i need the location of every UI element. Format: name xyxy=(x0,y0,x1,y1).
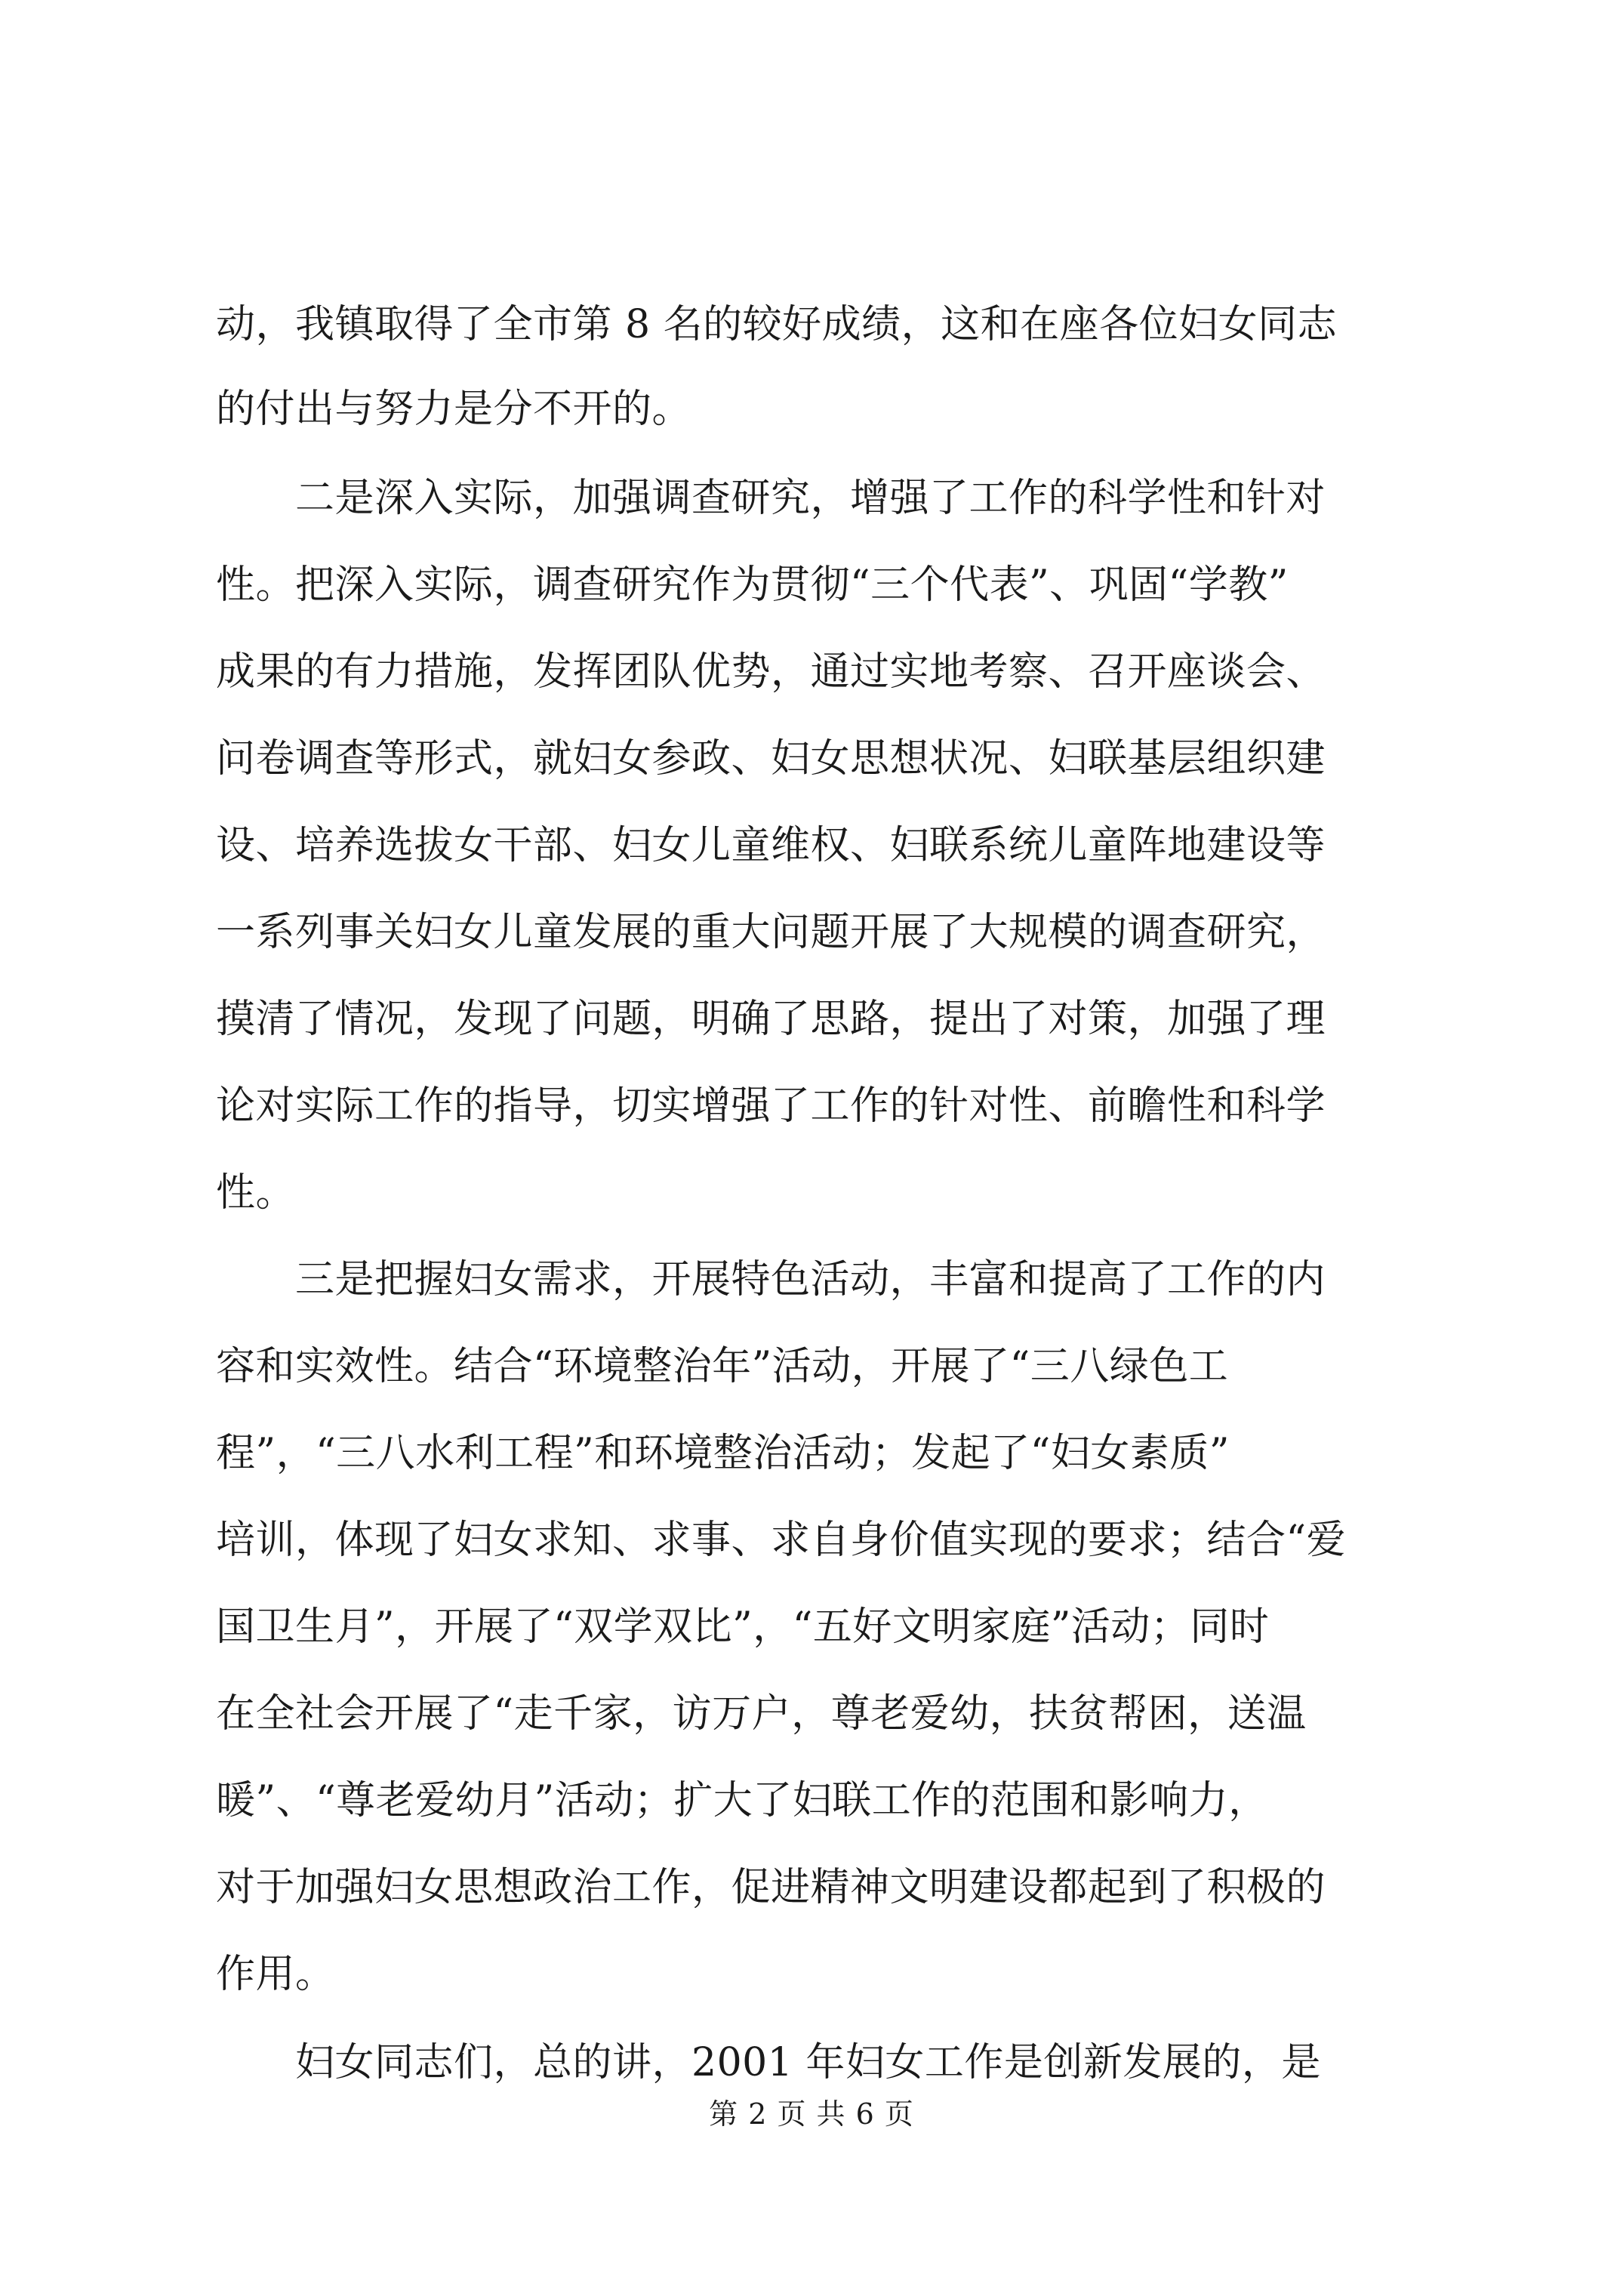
text-line: 动，我镇取得了全市第 8 名的较好成绩，这和在座各位妇女同志 xyxy=(216,302,1338,347)
text-line: 暖”、“尊老爱幼月”活动；扩大了妇联工作的范围和影响力， xyxy=(216,1778,1268,1823)
text-line: 作用。 xyxy=(216,1952,335,1997)
text-line: 程”，“三八水利工程”和环境整治活动；发起了“妇女素质” xyxy=(216,1431,1230,1476)
text-line: 性。 xyxy=(216,1170,296,1216)
text-line: 性。把深入实际，调查研究作为贯彻“三个代表”、巩固“学教” xyxy=(216,562,1289,608)
page-number-footer: 第 2 页 共 6 页 xyxy=(709,2097,914,2131)
text-line: 的付出与努力是分不开的。 xyxy=(216,387,692,432)
text-line: 妇女同志们，总的讲，2001 年妇女工作是创新发展的，是 xyxy=(216,2040,1321,2085)
text-line: 在全社会开展了“走千家，访万户，尊老爱幼，扶贫帮困，送温 xyxy=(216,1691,1307,1737)
text-line: 容和实效性。结合“环境整治年”活动，开展了“三八绿色工 xyxy=(216,1344,1229,1389)
text-line: 成果的有力措施，发挥团队优势，通过实地考察、召开座谈会、 xyxy=(216,649,1326,695)
text-line: 摸清了情况，发现了问题，明确了思路，提出了对策，加强了理 xyxy=(216,997,1326,1042)
text-line: 设、培养选拔女干部、妇女儿童维权、妇联系统儿童阵地建设等 xyxy=(216,823,1326,868)
text-line: 问卷调查等形式，就妇女参政、妇女思想状况、妇联基层组织建 xyxy=(216,736,1326,781)
text-line: 三是把握妇女需求，开展特色活动，丰富和提高了工作的内 xyxy=(216,1257,1326,1302)
text-line: 对于加强妇女思想政治工作，促进精神文明建设都起到了积极的 xyxy=(216,1865,1326,1910)
text-line: 培训，体现了妇女求知、求事、求自身价值实现的要求；结合“爱 xyxy=(216,1518,1347,1563)
text-line: 二是深入实际，加强调查研究，增强了工作的科学性和针对 xyxy=(216,476,1326,521)
text-line: 国卫生月”，开展了“双学双比”，“五好文明家庭”活动；同时 xyxy=(216,1604,1270,1650)
text-line: 一系列事关妇女儿童发展的重大问题开展了大规模的调查研究， xyxy=(216,910,1326,955)
text-line: 论对实际工作的指导，切实增强了工作的针对性、前瞻性和科学 xyxy=(216,1083,1326,1129)
